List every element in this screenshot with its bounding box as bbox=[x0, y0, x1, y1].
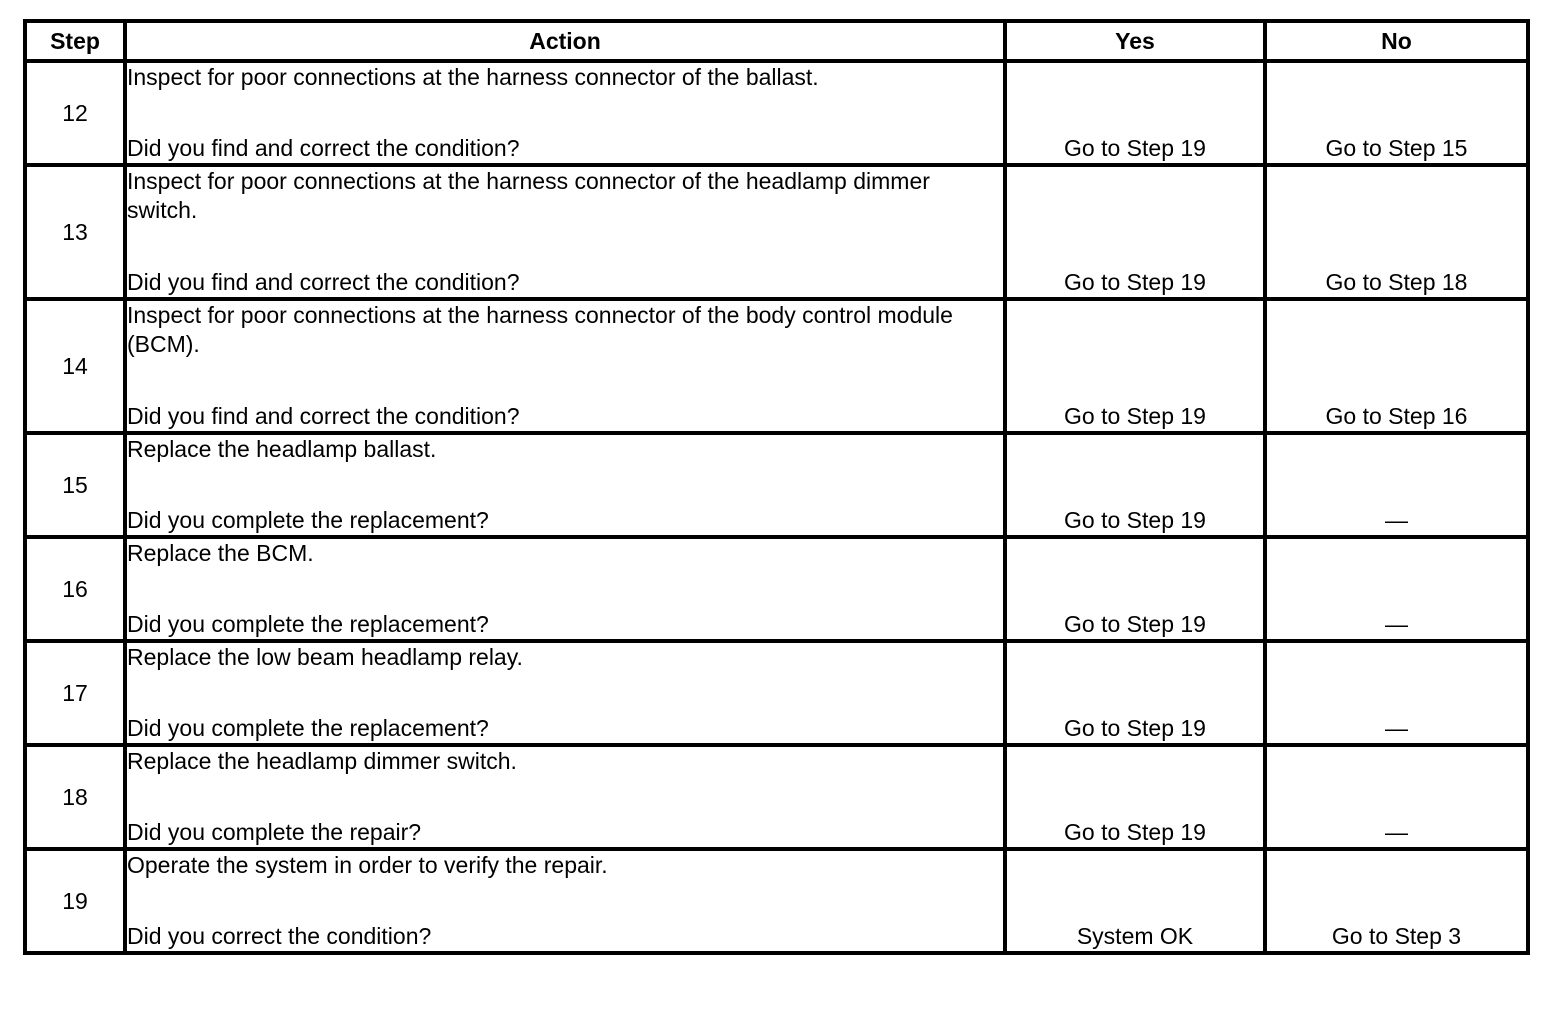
step-number: 15 bbox=[25, 433, 125, 537]
action-text: Operate the system in order to verify the repair. bbox=[127, 852, 608, 878]
action-text: Replace the headlamp ballast. bbox=[127, 436, 437, 462]
action-cell bbox=[125, 537, 1005, 641]
action-question: Did you complete the replacement? bbox=[127, 715, 489, 741]
action-cell bbox=[125, 849, 1005, 953]
action-cell bbox=[125, 433, 1005, 537]
step-number: 14 bbox=[25, 299, 125, 433]
no-result: Go to Step 18 bbox=[1265, 165, 1528, 299]
step-number: 16 bbox=[25, 537, 125, 641]
action-text: Inspect for poor connections at the harness connector of the body control module (BCM). bbox=[127, 302, 953, 357]
table-row bbox=[25, 165, 1528, 299]
table-row bbox=[25, 299, 1528, 433]
action-text: Inspect for poor connections at the harness connector of the ballast. bbox=[127, 64, 819, 90]
yes-result: System OK bbox=[1005, 849, 1265, 953]
no-result: — bbox=[1265, 641, 1528, 745]
diagnostic-table bbox=[23, 19, 1530, 955]
step-number: 17 bbox=[25, 641, 125, 745]
action-text: Replace the low beam headlamp relay. bbox=[127, 644, 523, 670]
step-number: 13 bbox=[25, 165, 125, 299]
action-question: Did you complete the replacement? bbox=[127, 507, 489, 533]
no-result: — bbox=[1265, 745, 1528, 849]
yes-result: Go to Step 19 bbox=[1005, 61, 1265, 165]
step-number: 18 bbox=[25, 745, 125, 849]
no-result: Go to Step 15 bbox=[1265, 61, 1528, 165]
action-text: Inspect for poor connections at the harness connector of the headlamp dimmer switch. bbox=[127, 168, 930, 223]
action-cell bbox=[125, 165, 1005, 299]
action-cell bbox=[125, 61, 1005, 165]
yes-result: Go to Step 19 bbox=[1005, 165, 1265, 299]
action-question: Did you find and correct the condition? bbox=[127, 269, 520, 295]
action-question: Did you find and correct the condition? bbox=[127, 403, 520, 429]
header-action: Action bbox=[125, 21, 1005, 61]
action-text: Replace the BCM. bbox=[127, 540, 314, 566]
table-row bbox=[25, 641, 1528, 745]
header-yes: Yes bbox=[1005, 21, 1265, 61]
no-result: Go to Step 3 bbox=[1265, 849, 1528, 953]
step-number: 12 bbox=[25, 61, 125, 165]
action-question: Did you complete the repair? bbox=[127, 819, 422, 845]
yes-result: Go to Step 19 bbox=[1005, 641, 1265, 745]
yes-result: Go to Step 19 bbox=[1005, 745, 1265, 849]
yes-result: Go to Step 19 bbox=[1005, 299, 1265, 433]
action-cell bbox=[125, 745, 1005, 849]
table-row bbox=[25, 745, 1528, 849]
step-number: 19 bbox=[25, 849, 125, 953]
table-row bbox=[25, 61, 1528, 165]
action-question: Did you complete the replacement? bbox=[127, 611, 489, 637]
header-row bbox=[25, 21, 1528, 61]
action-text: Replace the headlamp dimmer switch. bbox=[127, 748, 517, 774]
action-question: Did you find and correct the condition? bbox=[127, 135, 520, 161]
no-result: — bbox=[1265, 433, 1528, 537]
yes-result: Go to Step 19 bbox=[1005, 537, 1265, 641]
table-row bbox=[25, 849, 1528, 953]
action-cell bbox=[125, 641, 1005, 745]
action-question: Did you correct the condition? bbox=[127, 923, 432, 949]
table-row bbox=[25, 537, 1528, 641]
yes-result: Go to Step 19 bbox=[1005, 433, 1265, 537]
header-no: No bbox=[1265, 21, 1528, 61]
action-cell bbox=[125, 299, 1005, 433]
no-result: Go to Step 16 bbox=[1265, 299, 1528, 433]
table-row bbox=[25, 433, 1528, 537]
no-result: — bbox=[1265, 537, 1528, 641]
header-step: Step bbox=[25, 21, 125, 61]
